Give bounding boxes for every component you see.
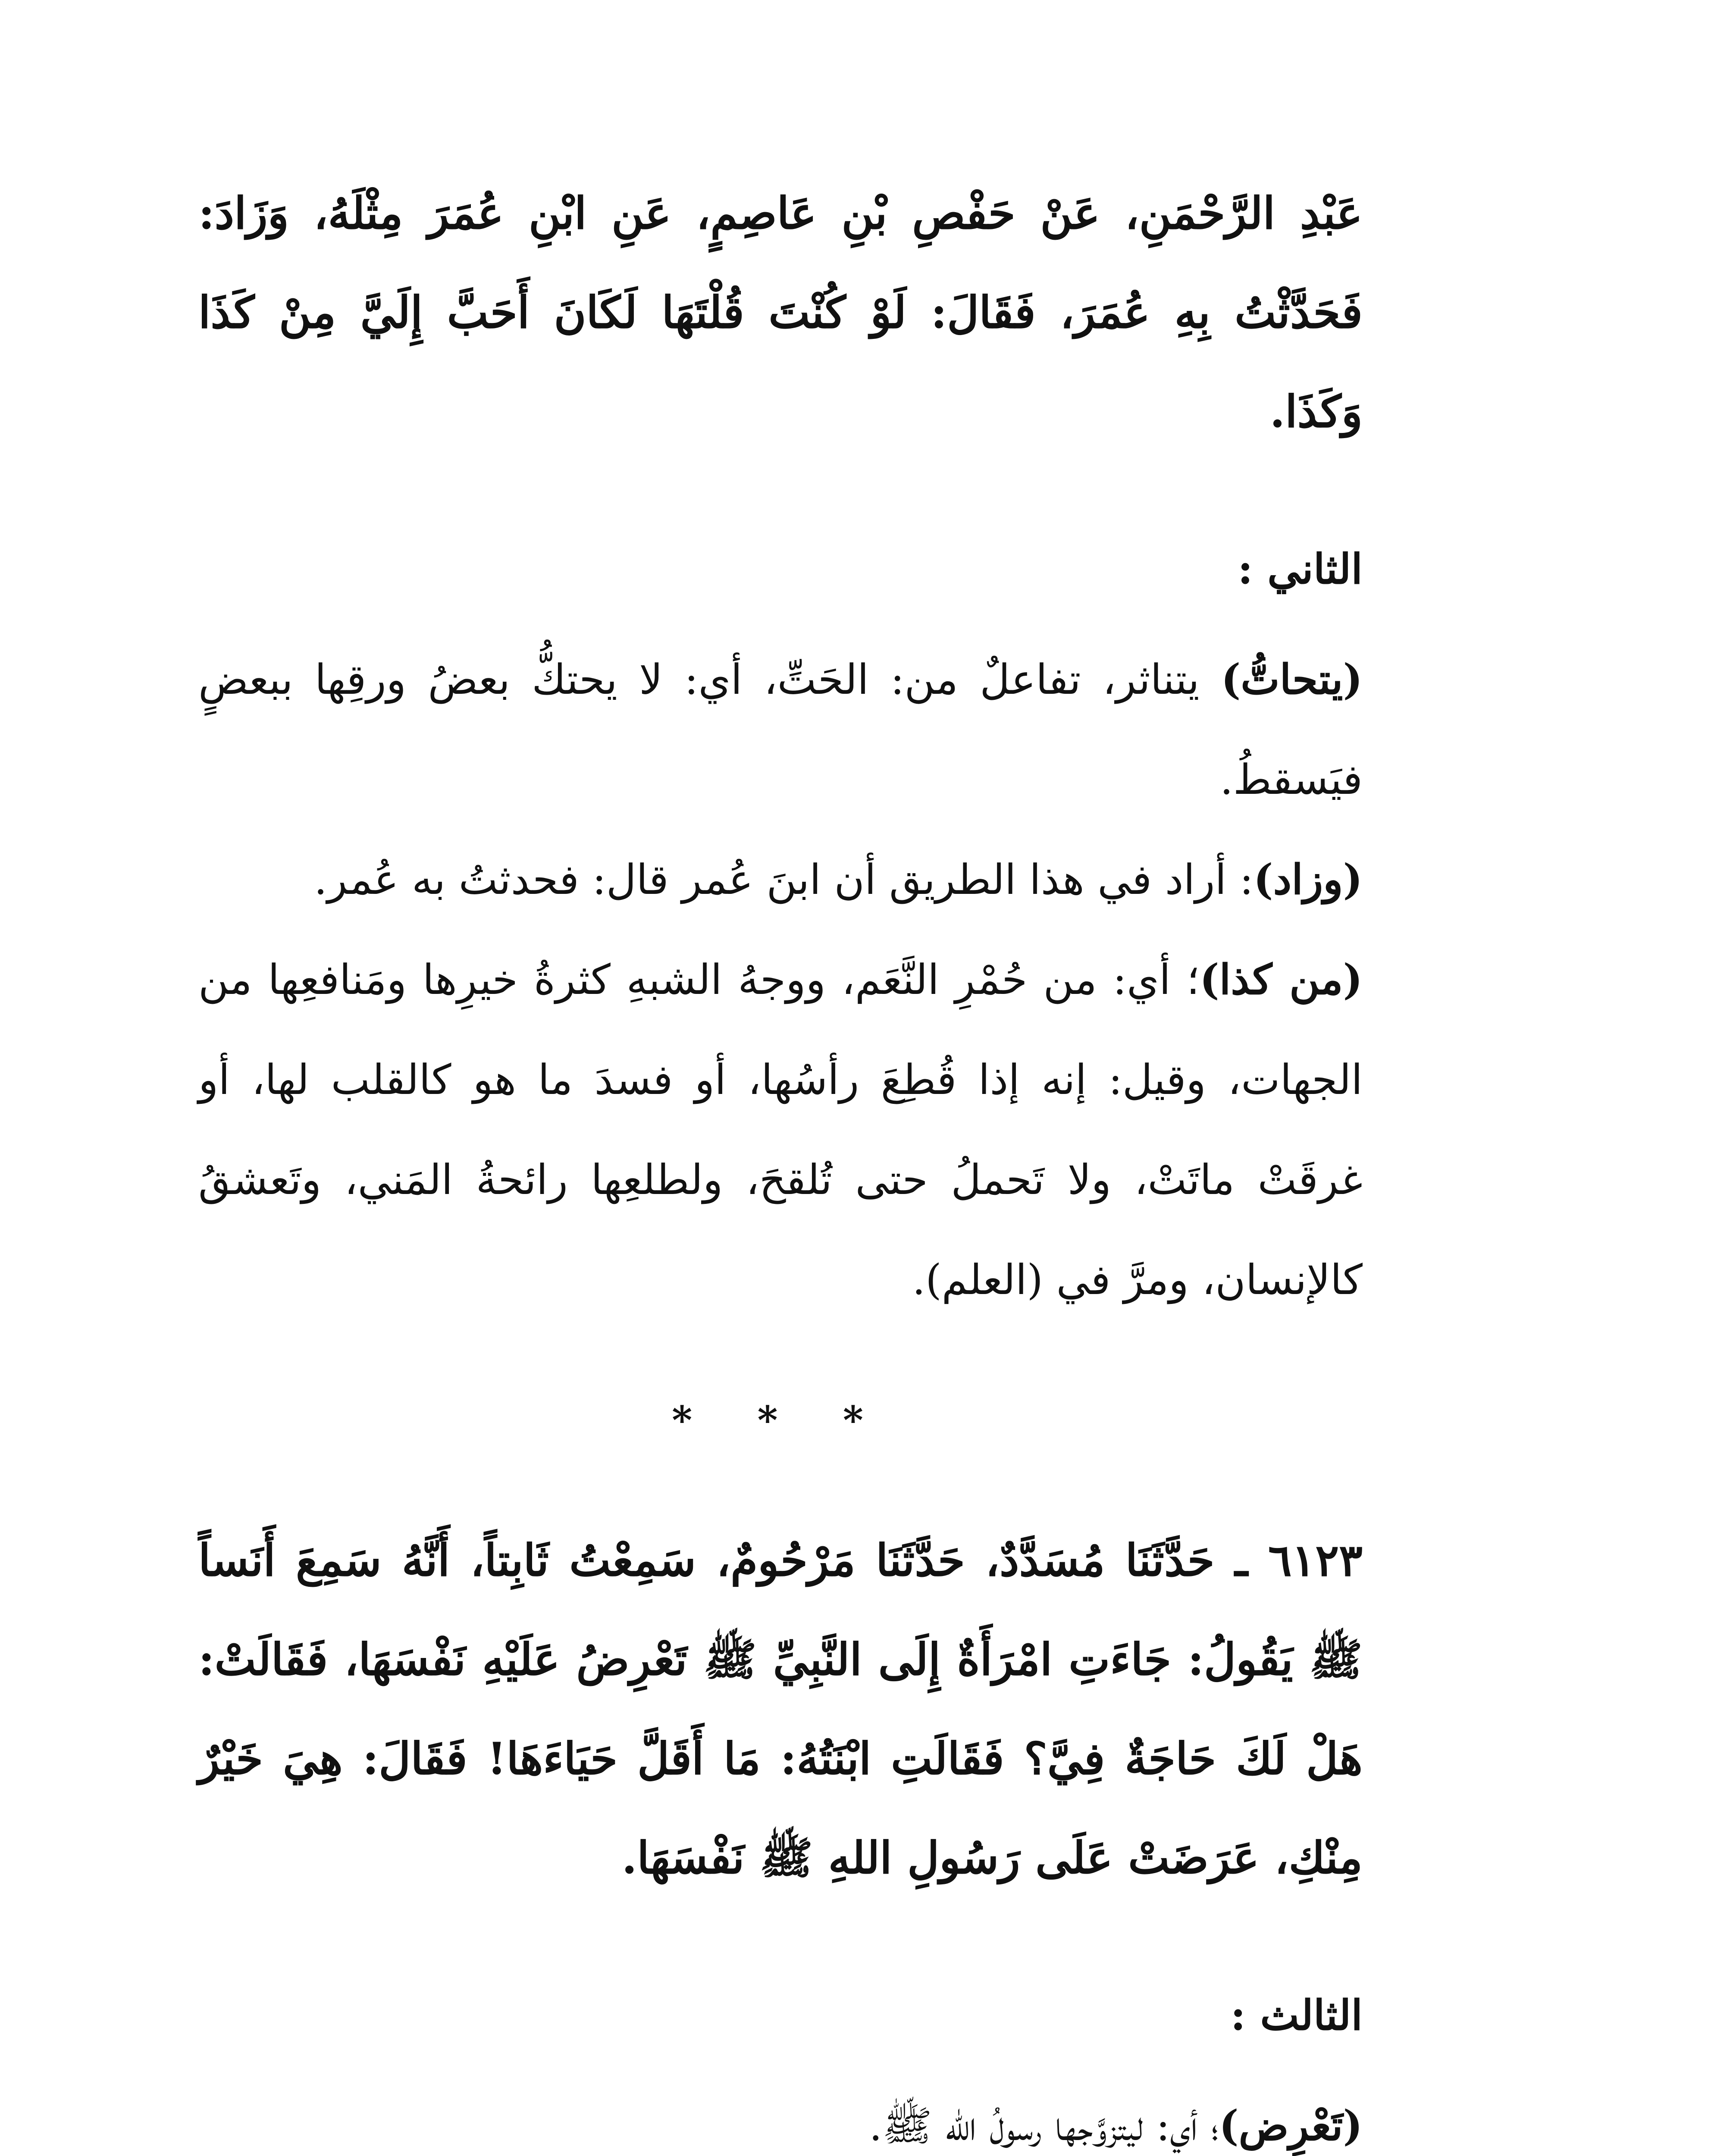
commentary-term: (وزاد)	[1254, 855, 1363, 904]
commentary-text: : أراد في هذا الطريق أن ابنَ عُمر قال: فحدثتُ به عُمر.	[314, 856, 1254, 904]
commentary-term: (من كذا)	[1200, 955, 1363, 1004]
commentary-text: ؛ أي: من حُمْرِ النَّعَم، ووجهُ الشبهِ كثرةُ خيرِها ومَنافعِها من الجهات، وقيل: إنه إذا قُطِعَ رأسُها، أو فسدَ ما هو كالقلب لها، أو غرقَتْ ماتَتْ، ولا تَحملُ حتى تُلقحَ، ولطلعِها رائحةُ المَني، وتَعشقُ كالإنسان، ومرَّ في (العلم).	[198, 956, 1363, 1304]
commentary-term: (يتحاتُّ)	[1221, 655, 1363, 704]
commentary-text: ؛ أي: ليتزوَّجها رسولُ الله ﷺ.	[869, 2102, 1219, 2150]
hadith-text-top: عَبْدِ الرَّحْمَنِ، عَنْ حَفْصِ بْنِ عَاصِمٍ، عَنِ ابْنِ عُمَرَ مِثْلَهُ، وَزَادَ: فَحَدَّثْتُ بِهِ عُمَرَ، فَقَالَ: لَوْ كُنْتَ قُلْتَهَا لَكَانَ أَحَبَّ إِلَيَّ مِنْ كَذَا وَكَذَا.	[198, 188, 1363, 438]
hadith-text-6123: ٦١٢٣ ـ حَدَّثَنَا مُسَدَّدٌ، حَدَّثَنَا مَرْحُومٌ، سَمِعْتُ ثَابِتاً، أَنَّهُ سَمِعَ أَنَساً ﷺ يَقُولُ: جَاءَتِ امْرَأَةٌ إِلَى النَّبِيِّ ﷺ تَعْرِضُ عَلَيْهِ نَفْسَهَا، فَقَالَتْ: هَلْ لَكَ حَاجَةٌ فِيَّ؟ فَقَالَتِ ابْنَتُهُ: مَا أَقَلَّ حَيَاءَهَا! فَقَالَ: هِيَ خَيْرٌ مِنْكِ، عَرَضَتْ عَلَى رَسُولِ اللهِ ﷺ نَفْسَهَا.	[198, 1535, 1363, 1884]
section-heading-second: الثاني :	[1238, 545, 1363, 593]
section-separator: * * *	[672, 1398, 889, 1443]
commentary-term: (تَعْرِض)	[1219, 2101, 1363, 2150]
document-page	[198, 164, 1363, 2156]
commentary-text: يتناثر، تفاعلٌ من: الحَتِّ، أي: لا يحتكُّ بعضُ ورقِها ببعضٍ فيَسقطُ.	[198, 655, 1363, 804]
commentary-paragraph	[198, 630, 1363, 830]
commentary-paragraph	[198, 830, 1363, 930]
section-heading-third: الثالث :	[1230, 1991, 1363, 2040]
commentary-paragraph	[198, 930, 1363, 1330]
commentary-paragraph	[198, 2076, 1363, 2156]
